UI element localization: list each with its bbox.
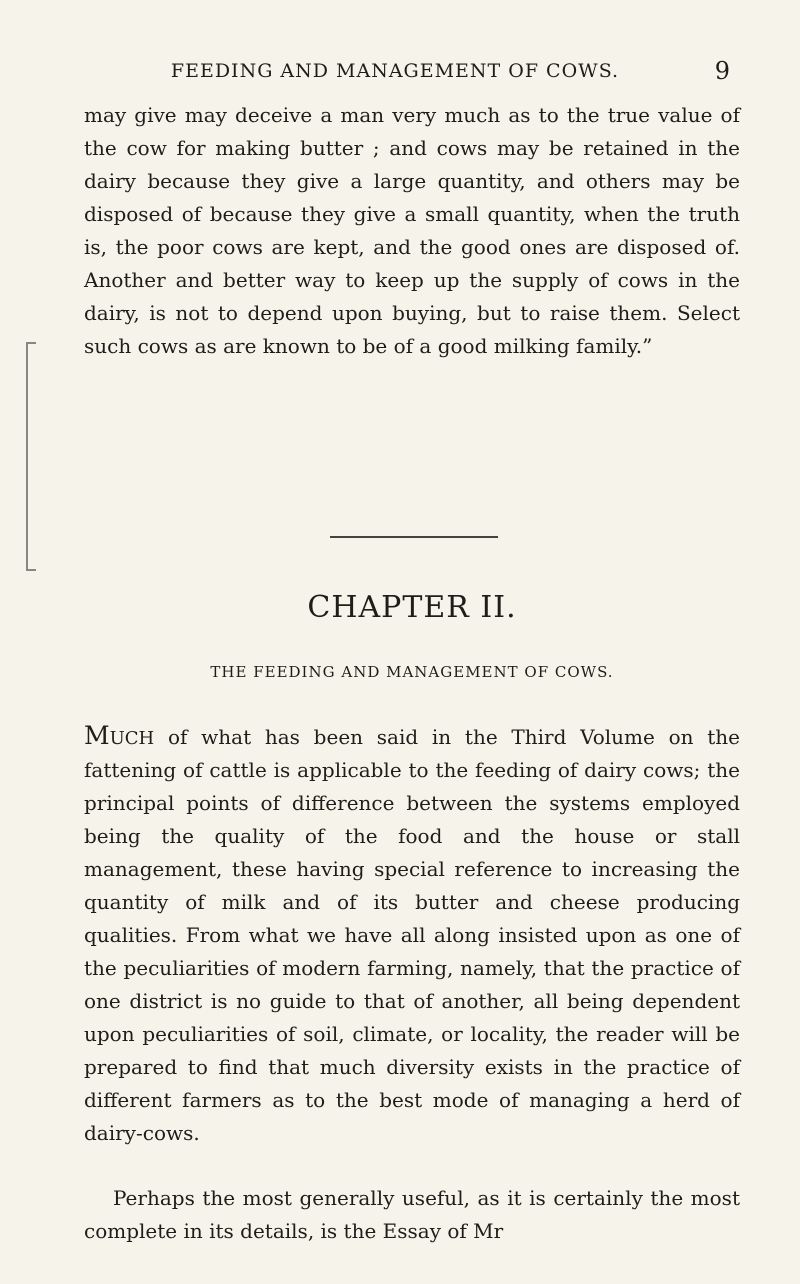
chapter-opening-paragraph bbox=[84, 719, 740, 1150]
margin-bracket-mark bbox=[26, 342, 36, 571]
section-divider-rule bbox=[330, 536, 498, 538]
opening-paragraph-text: of what has been said in the Third Volume on the fattening of cattle is applicable to the feeding of dairy cows; the principal points of difference between the systems employed being the quality of the food and the house or stall management, these having special reference to increasing the quantity of milk and of its butter and cheese producing qualities. From what we have all along insisted upon as one of the peculiarities of modern farming, namely, that the practice of one district is no guide to that of another, all being dependent upon peculiarities of soil, climate, or locality, the reader will be prepared to find that much diversity exists in the practice of different farmers as to the best mode of managing a herd of dairy-cows. bbox=[84, 725, 740, 1145]
opening-word: Much bbox=[84, 721, 155, 750]
chapter-subtitle: THE FEEDING AND MANAGEMENT OF COWS. bbox=[210, 663, 614, 681]
running-title: FEEDING AND MANAGEMENT OF COWS. bbox=[170, 60, 620, 82]
chapter-title: CHAPTER II. bbox=[307, 590, 517, 625]
paragraph-next: Perhaps the most generally useful, as it is certainly the most complete in its details, is the Essay of Mr bbox=[84, 1186, 740, 1243]
page-number: 9 bbox=[714, 57, 730, 85]
paragraph-continued: may give may deceive a man very much as to the true value of the cow for making butter ; and cows may be retained in the dairy because they give a large quantity, and others may be disposed of because they give a small quantity, when the truth is, the poor cows are kept, and the good ones are disposed of. Another and better way to keep up the supply of cows in the dairy, is not to depend upon buying, but to raise them. Select such cows as are known to be of a good milking family.” bbox=[84, 103, 740, 358]
running-head bbox=[60, 56, 730, 86]
